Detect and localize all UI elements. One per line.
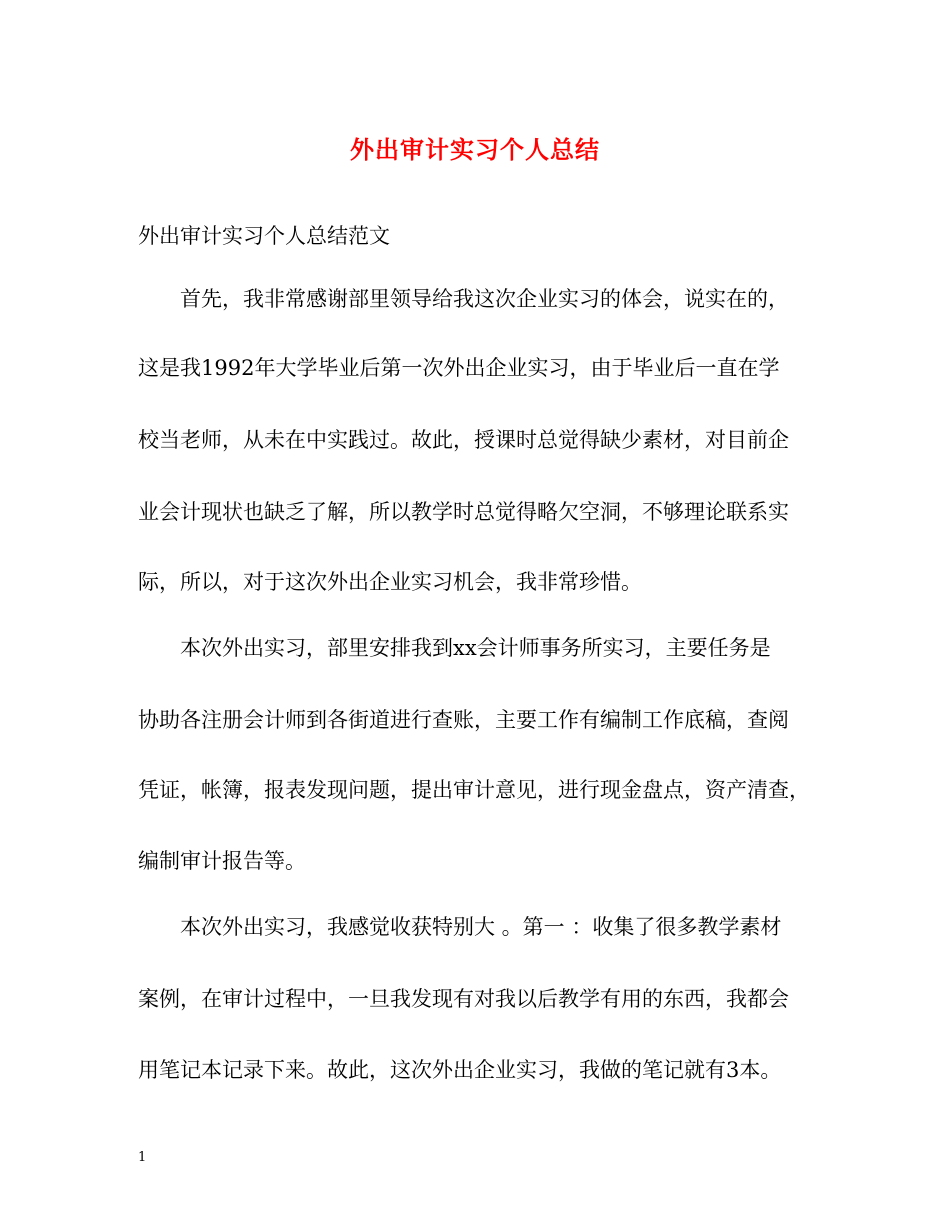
paragraph-line: 案例，在审计过程中，一旦我发现有对我以后教学有用的东西，我都会 [138,987,789,1011]
document-subtitle: 外出审计实习个人总结范文 [138,224,390,248]
paragraph-line: 本次外出实习，我感觉收获特别大 。第一 ：收集了很多教学素材 [180,915,782,939]
paragraph-line: 首先，我非常感谢部里领导给我这次企业实习的体会，说实在的， [180,287,789,311]
paragraph-line: 校当老师，从未在中实践过。故此，授课时总觉得缺少素材，对目前企 [138,428,789,452]
paragraph-line: 际，所以，对于这次外出企业实习机会，我非常珍惜。 [138,570,642,594]
paragraph-line: 协助各注册会计师到各街道进行查账，主要工作有编制工作底稿，查阅 [138,708,789,732]
paragraph-line: 用笔记本记录下来。故此，这次外出企业实习，我做的笔记就有3本。 [138,1058,782,1082]
paragraph-line: 这是我1992年大学毕业后第一次外出企业实习，由于毕业后一直在学 [138,356,780,380]
paragraph-line: 业会计现状也缺乏了解，所以教学时总觉得略欠空洞，不够理论联系实 [138,500,789,524]
page-number: 1 [138,1150,147,1165]
paragraph-line: 本次外出实习，部里安排我到xx会计师事务所实习，主要任务是 [180,636,771,660]
document-title: 外出审计实习个人总结 [350,135,600,164]
paragraph-line: 凭证，帐簿，报表发现问题，提出审计意见，进行现金盘点，资产清查， [138,778,810,802]
paragraph-line: 编制审计报告等。 [138,849,306,873]
